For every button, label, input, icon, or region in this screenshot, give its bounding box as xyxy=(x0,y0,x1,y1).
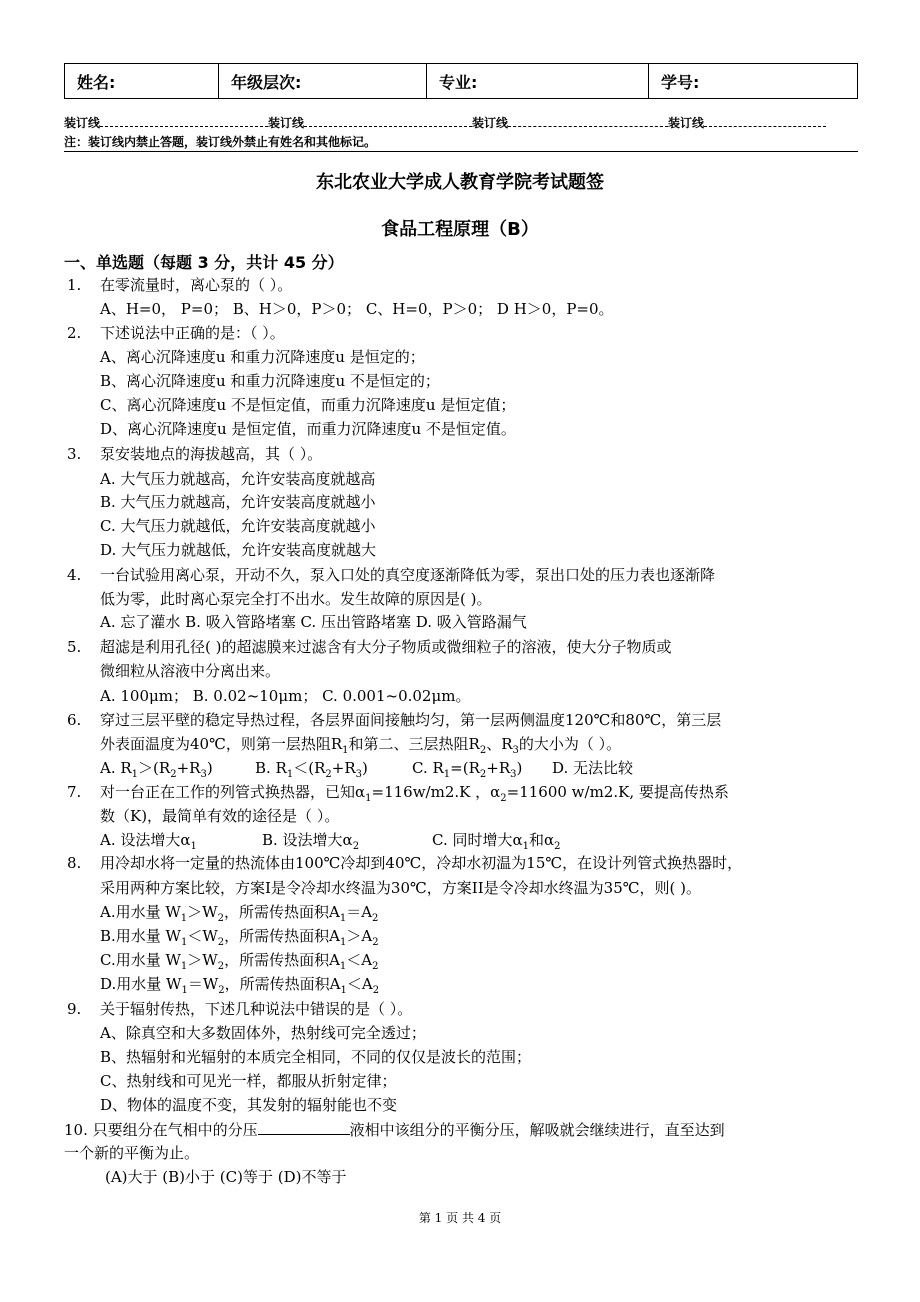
question-number: 1. xyxy=(67,276,82,294)
option-c: C. $R_1=(R_2+R_3)$ xyxy=(412,759,523,780)
option-c: C、热射线和可见光一样，都服从折射定律； xyxy=(100,1072,397,1090)
question-number: 9. xyxy=(67,1000,82,1018)
option-d: D、离心沉降速度u 是恒定值，而重力沉降速度u 不是恒定值。 xyxy=(100,420,516,438)
name-cell: 姓名: xyxy=(65,64,219,98)
question-options: A、H=0， P=0； B、H＞0，P＞0； C、H=0，P＞0； D H＞0，P=0。 xyxy=(100,300,614,318)
option-b: B、离心沉降速度u 和重力沉降速度u 不是恒定的； xyxy=(100,372,440,390)
question-number: 7. xyxy=(67,783,82,801)
question-options: A. 忘了灌水 B. 吸入管路堵塞 C. 压出管路堵塞 D. 吸入管路漏气 xyxy=(100,613,527,631)
question-text: 在零流量时，离心泵的（ ）。 xyxy=(100,276,293,294)
option-b: B. 设法增大$\alpha_2$ xyxy=(262,831,360,852)
question-number: 8. xyxy=(67,854,82,872)
option-a: A.用水量 $W_1>W_2$，所需传热面积$A_1=A_2$ xyxy=(100,903,379,924)
option-d: D. 大气压力就越低，允许安装高度就越大 xyxy=(100,541,377,559)
binding-label: 装订线 xyxy=(472,116,509,130)
divider xyxy=(64,151,858,152)
option-a: A. 大气压力就越高，允许安装高度就越高 xyxy=(100,470,376,488)
option-c: C、离心沉降速度u 不是恒定值，而重力沉降速度u 是恒定值； xyxy=(100,396,516,414)
option-c: C. 大气压力就越低，允许安装高度就越小 xyxy=(100,517,376,535)
option-a: A、离心沉降速度u 和重力沉降速度u 是恒定的； xyxy=(100,348,425,366)
option-d: D. 无法比较 xyxy=(552,759,634,777)
question-text: 10. 只要组分在气相中的分压 液相中该组分的平衡分压，解吸就会继续进行，直至达到 xyxy=(64,1118,725,1141)
question-number: 4. xyxy=(67,566,82,584)
question-number: 6. xyxy=(67,711,82,729)
question-text: 下述说法中正确的是：（ ）。 xyxy=(100,324,285,342)
question-text-cont: 采用两种方案比较，方案I是令冷却水终温为30℃，方案II是令冷却水终温为35℃，则( )。 xyxy=(100,879,701,897)
grade-cell: 年级层次: xyxy=(219,64,427,98)
option-c: C. 同时增大$\alpha_1$和$\alpha_2$ xyxy=(432,831,561,852)
option-b: B、热辐射和光辐射的本质完全相同，不同的仅仅是波长的范围； xyxy=(100,1048,532,1066)
question-text: 关于辐射传热，下述几种说法中错误的是（ ）。 xyxy=(100,1000,413,1018)
option-a: A. $R_1>(R_2+R_3)$ xyxy=(100,759,213,780)
binding-note: 注：装订线内禁止答题，装订线外禁止有姓名和其他标记。 xyxy=(64,135,377,149)
question-text: 泵安装地点的海拔越高，其（ ）。 xyxy=(100,445,323,463)
exam-subtitle: 食品工程原理（B） xyxy=(381,219,539,240)
binding-label: 装订线 xyxy=(668,116,705,130)
option-b: B. $R_1<(R_2+R_3)$ xyxy=(255,759,368,780)
question-text-cont: 一个新的平衡为止。 xyxy=(64,1144,200,1162)
section-heading: 一、单选题（每题 3 分，共计 45 分） xyxy=(64,253,344,272)
student-id-cell: 学号: xyxy=(661,72,700,92)
option-c: C.用水量 $W_1>W_2$，所需传热面积$A_1<A_2$ xyxy=(100,951,379,972)
exam-title: 东北农业大学成人教育学院考试题签 xyxy=(316,172,604,193)
question-text: 用冷却水将一定量的热流体由100℃冷却到40℃，冷却水初温为15℃，在设计列管式换热器时， xyxy=(100,854,743,872)
binding-label: 装订线 xyxy=(64,116,101,130)
question-text: 超滤是利用孔径( )的超滤膜来过滤含有大分子物质或微细粒子的溶液，使大分子物质或 xyxy=(100,638,672,656)
option-b: B. 大气压力就越高，允许安装高度就越小 xyxy=(100,493,376,511)
option-a: A. 设法增大$\alpha_1$ xyxy=(100,831,197,852)
option-d: D.用水量 $W_1=W_2$，所需传热面积$A_1<A_2$ xyxy=(100,975,380,996)
question-text-cont: 低为零，此时离心泵完全打不出水。发生故障的原因是( )。 xyxy=(100,590,492,608)
question-options: A. 100μm； B. 0.02~10μm； C. 0.001~0.02μm。 xyxy=(100,687,471,705)
question-text-cont: 微细粒从溶液中分离出来。 xyxy=(100,662,281,680)
question-text: 穿过三层平壁的稳定导热过程，各层界面间接触均匀，第一层两侧温度120℃和80℃，第三层 xyxy=(100,711,722,729)
question-number: 3. xyxy=(67,445,82,463)
binding-label: 装订线 xyxy=(268,116,305,130)
option-a: A、除真空和大多数固体外，热射线可完全透过； xyxy=(100,1024,426,1042)
student-info-table xyxy=(64,63,858,99)
question-text-cont: 外表面温度为40℃，则第一层热阻$R_1$和第二、三层热阻$R_2$、$R_3$的大小为（ ）。 xyxy=(100,735,622,756)
option-d: D、物体的温度不变，其发射的辐射能也不变 xyxy=(100,1096,398,1114)
question-text: 一台试验用离心泵，开动不久，泵入口处的真空度逐渐降低为零，泵出口处的压力表也逐渐降 xyxy=(100,566,716,584)
question-number: 2. xyxy=(67,324,82,342)
binding-line xyxy=(64,114,864,131)
major-cell: 专业: xyxy=(427,64,649,98)
question-options: (A)大于 (B)小于 (C)等于 (D)不等于 xyxy=(105,1168,347,1186)
question-number: 5. xyxy=(67,638,82,656)
question-text: 对一台正在工作的列管式换热器，已知$\alpha_1=116w/m2.K$ ，$\alpha_2=11600$ w/m2.K, 要提高传热系 xyxy=(100,783,729,804)
answer-blank[interactable] xyxy=(258,1118,350,1135)
question-text-cont: 数（K)，最简单有效的途径是（ ）。 xyxy=(100,807,340,825)
option-b: B.用水量 $W_1<W_2$，所需传热面积$A_1>A_2$ xyxy=(100,927,379,948)
page-footer: 第 1 页 共 4 页 xyxy=(418,1211,502,1225)
